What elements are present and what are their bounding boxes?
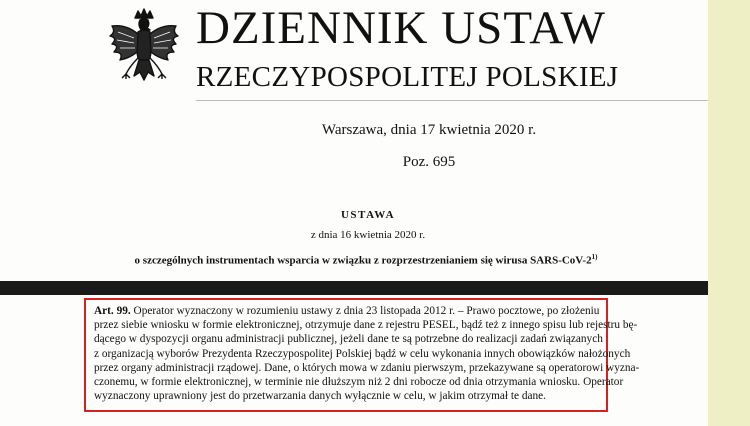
act-title-text: o szczególnych instrumentach wsparcia w związku z rozprzestrzenianiem się wirusa SARS-CoV-2 xyxy=(134,254,592,267)
article-line xyxy=(94,304,598,318)
article-number: Art. 99. xyxy=(94,305,131,317)
act-title xyxy=(0,253,708,267)
act-type: USTAWA xyxy=(340,209,396,221)
issue-position: Poz. 695 xyxy=(402,154,456,170)
issue-place-date: Warszawa, dnia 17 kwietnia 2020 r. xyxy=(321,122,537,138)
article-line: czonemu, w formie elektronicznej, w terminie nie dłuższym niż 2 dni robocze od dnia otrzymania wniosku. Operator xyxy=(94,376,624,389)
article-line: dącego w dyspozycji organu administracji publicznej, jeżeli dane te są potrzebne do realizacji zadań związanych xyxy=(94,333,603,346)
black-band-divider xyxy=(0,281,708,295)
article-line: wyznaczony uprawniony jest do przetwarzania danych wyłącznie w celu, w jakim otrzymał te dane. xyxy=(94,390,547,403)
article-line: z organizacją wyborów Prezydenta Rzeczypospolitej Polskiej bądź w celu wykonania innych obowiązków nałożonych xyxy=(94,347,631,360)
journal-title: DZIENNIK USTAW xyxy=(196,2,606,54)
header-divider xyxy=(196,100,708,101)
highlighted-article xyxy=(84,298,640,412)
act-date: z dnia 16 kwietnia 2020 r. xyxy=(310,229,426,241)
article-line-text: Operator wyznaczony w rozumieniu ustawy z dnia 23 listopada 2012 r. – Prawo pocztowe, po złożeniu xyxy=(133,305,600,317)
article-line: przez siebie wniosku w formie elektronicznej, otrzymuje dane z rejestru PESEL, bądź też z innego spisu lub rejestru bę- xyxy=(94,319,638,332)
polish-eagle-emblem-icon xyxy=(104,8,184,94)
journal-subtitle: RZECZYPOSPOLITEJ POLSKIEJ xyxy=(196,61,619,93)
footnote-mark: 1) xyxy=(591,253,598,261)
article-line: przez organy administracji rządowej. Dane, o których mowa w zdaniu pierwszym, przekazywane są operatorowi wyzna- xyxy=(94,361,640,374)
